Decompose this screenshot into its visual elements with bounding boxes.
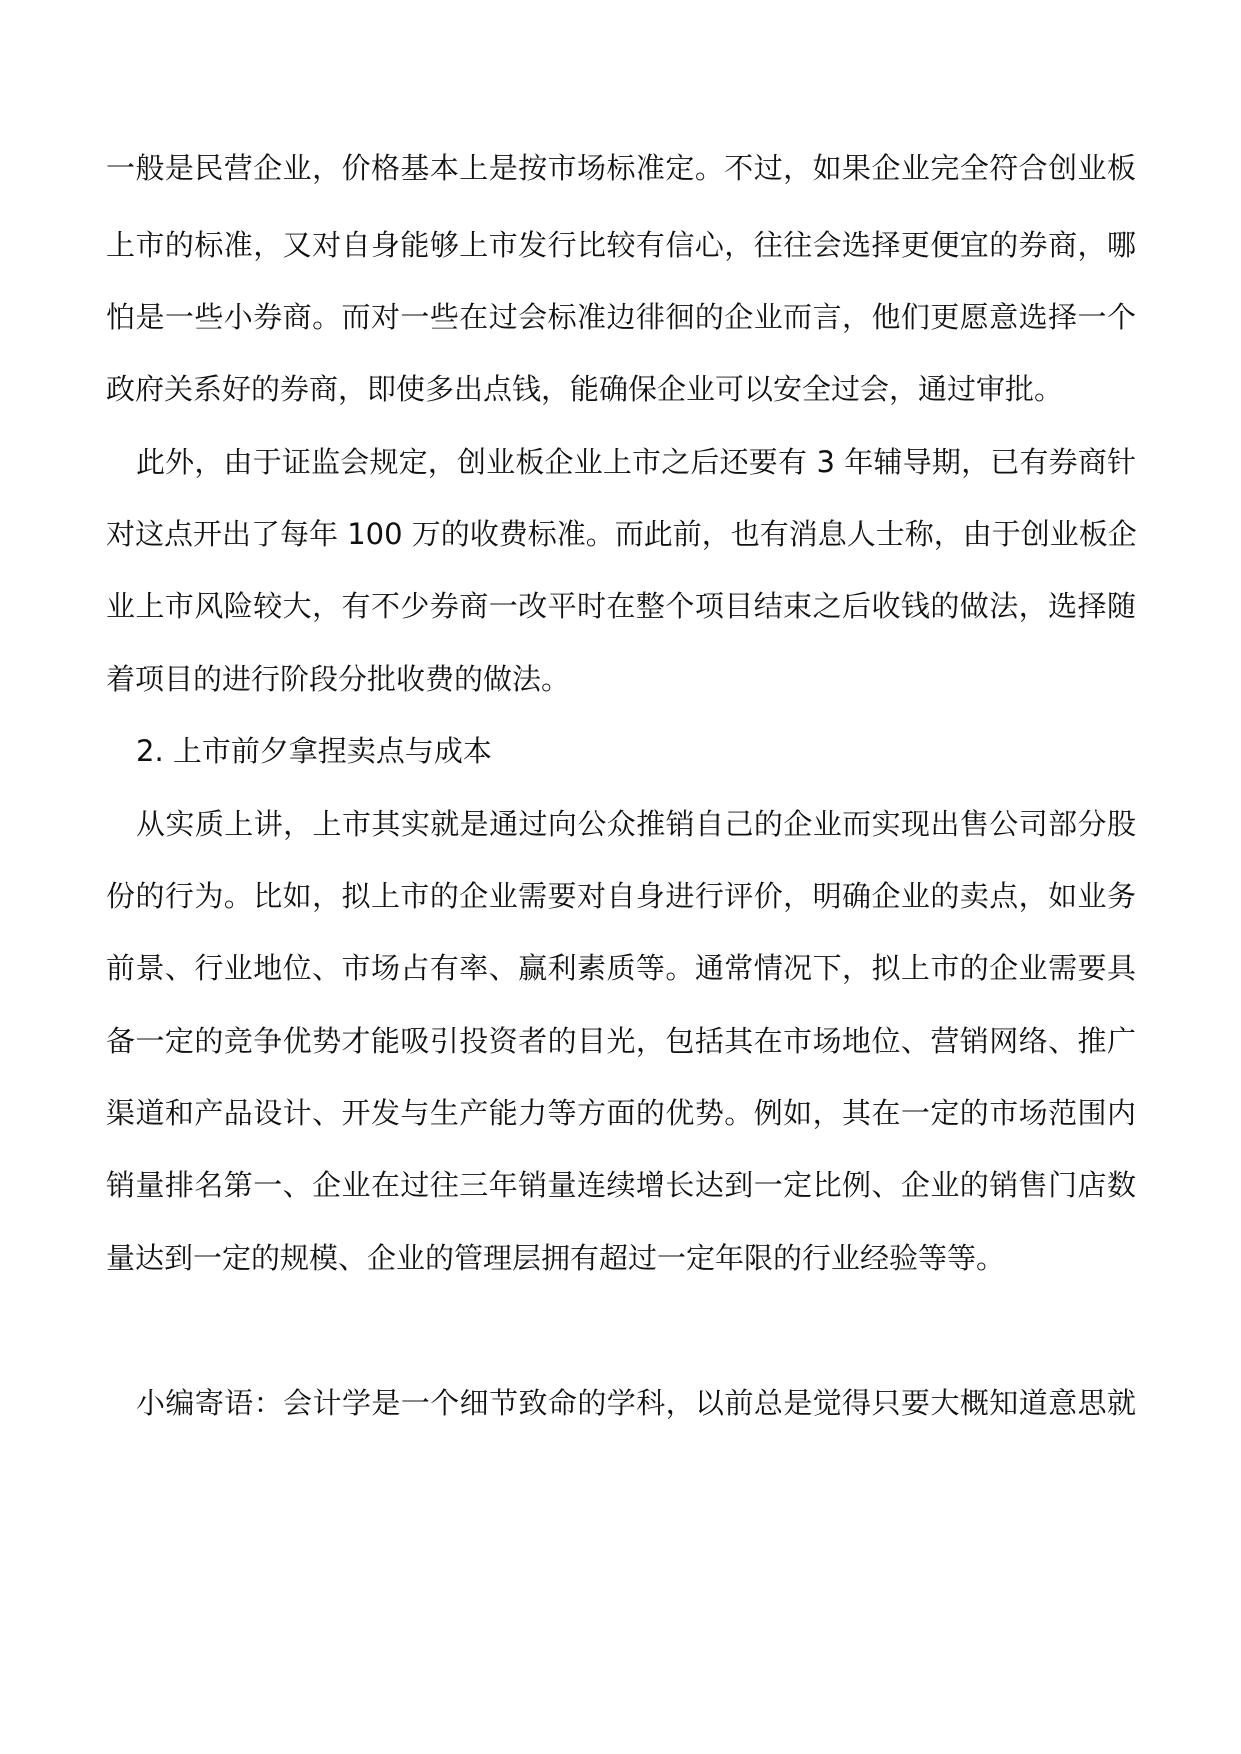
section-heading: 2. 上市前夕拿捏卖点与成本 — [136, 734, 492, 768]
paragraph-1-line-3: 怕是一些小券商。而对一些在过会标准边徘徊的企业而言，他们更愿意选择一个 — [106, 300, 1136, 334]
paragraph-2-line-3: 业上市风险较大，有不少券商一改平时在整个项目结束之后收钱的做法，选择随 — [106, 589, 1136, 623]
paragraph-3-line-2: 份的行为。比如，拟上市的企业需要对自身进行评价，明确企业的卖点，如业务 — [106, 879, 1136, 913]
paragraph-3-line-4: 备一定的竞争优势才能吸引投资者的目光，包括其在市场地位、营销网络、推广 — [106, 1024, 1136, 1058]
paragraph-1-line-2: 上市的标准，又对自身能够上市发行比较有信心，往往会选择更便宜的券商，哪 — [106, 228, 1136, 262]
paragraph-3-line-3: 前景、行业地位、市场占有率、赢利素质等。通常情况下，拟上市的企业需要具 — [106, 951, 1136, 985]
paragraph-3-line-1: 从实质上讲，上市其实就是通过向公众推销自己的企业而实现出售公司部分股 — [136, 807, 1136, 841]
paragraph-3-line-5: 渠道和产品设计、开发与生产能力等方面的优势。例如，其在一定的市场范围内 — [106, 1096, 1136, 1130]
paragraph-2-line-2: 对这点开出了每年 100 万的收费标准。而此前，也有消息人士称，由于创业板企 — [106, 517, 1137, 551]
paragraph-1-line-1: 一般是民营企业，价格基本上是按市场标准定。不过，如果企业完全符合创业板 — [106, 151, 1136, 185]
paragraph-1-line-4: 政府关系好的券商，即使多出点钱，能确保企业可以安全过会，通过审批。 — [106, 372, 1064, 406]
paragraph-3-line-6: 销量排名第一、企业在过往三年销量连续增长达到一定比例、企业的销售门店数 — [106, 1168, 1136, 1202]
paragraph-2-line-4: 着项目的进行阶段分批收费的做法。 — [106, 662, 571, 696]
editor-note-line-1: 小编寄语：会计学是一个细节致命的学科，以前总是觉得只要大概知道意思就 — [136, 1386, 1136, 1420]
paragraph-3-line-7: 量达到一定的规模、企业的管理层拥有超过一定年限的行业经验等等。 — [106, 1241, 1006, 1275]
paragraph-2-line-1: 此外，由于证监会规定，创业板企业上市之后还要有 3 年辅导期，已有券商针 — [136, 445, 1136, 479]
